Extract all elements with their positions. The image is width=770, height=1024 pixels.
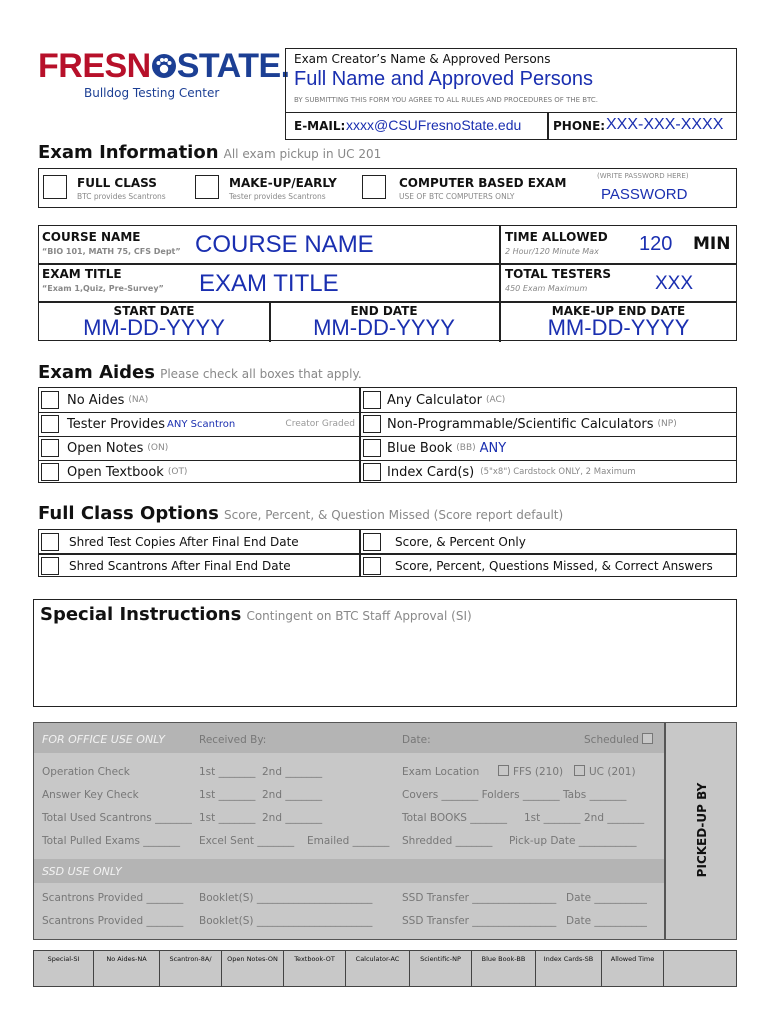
option-score-all[interactable] xyxy=(363,554,713,578)
special-instructions-box[interactable] xyxy=(33,599,737,707)
full-class-label: FULL CLASS xyxy=(77,176,157,190)
uc-checkbox[interactable] xyxy=(574,765,585,776)
exam-aides-subtitle: Please check all boxes that apply. xyxy=(160,367,362,381)
total-testers-field[interactable]: XXX xyxy=(655,273,694,294)
exam-info-title: Exam Information xyxy=(38,142,219,163)
no-aides-code: (NA) xyxy=(128,395,149,405)
total-testers-hint: 450 Exam Maximum xyxy=(505,284,588,293)
answer-key-second: 2nd _______ xyxy=(262,789,323,801)
ssd-scantrons-2: Scantrons Provided _______ xyxy=(42,915,184,927)
exam-type-box xyxy=(38,168,737,208)
tester-provides-label: Tester Provides xyxy=(67,416,166,432)
exam-title-hint: “Exam 1,Quiz, Pre-Survey” xyxy=(42,284,164,293)
no-aides-label: No Aides xyxy=(67,392,125,408)
legend-allowed-time: Allowed Time xyxy=(602,951,664,987)
exam-aides-heading xyxy=(38,362,362,383)
answer-key-check: Answer Key Check xyxy=(42,789,139,801)
exam-aides-title: Exam Aides xyxy=(38,362,155,383)
end-date-field[interactable]: MM-DD-YYYY xyxy=(313,315,455,340)
open-notes-label: Open Notes xyxy=(67,440,144,456)
makeup-end-date-field[interactable]: MM-DD-YYYY xyxy=(547,315,690,340)
creator-graded-label: Creator Graded xyxy=(285,419,355,429)
full-class-options-title: Full Class Options xyxy=(38,503,219,524)
logo xyxy=(38,47,290,108)
cbe-sub: USE OF BTC COMPUTERS ONLY xyxy=(399,192,515,201)
score-all-label: Score, Percent, Questions Missed, & Correct Answers xyxy=(395,559,713,573)
option-shred-scantrons[interactable] xyxy=(41,554,291,578)
logo-fresno: FRESN xyxy=(38,47,151,85)
full-class-options-box xyxy=(38,529,737,577)
time-allowed-hint: 2 Hour/120 Minute Max xyxy=(505,247,599,256)
any-calculator-code: (AC) xyxy=(485,395,506,405)
tester-any-scantron: ANY Scantron xyxy=(167,418,236,430)
operation-first: 1st _______ xyxy=(199,766,256,778)
ssd-scantrons-1: Scantrons Provided _______ xyxy=(42,892,184,904)
excel-sent: Excel Sent _______ xyxy=(199,835,295,847)
ffs-label: FFS (210) xyxy=(513,766,564,778)
exam-title-field[interactable]: EXAM TITLE xyxy=(199,270,339,297)
total-used-scantrons: Total Used Scantrons _______ xyxy=(42,812,192,824)
cbe-option[interactable] xyxy=(362,175,592,205)
open-textbook-checkbox[interactable] xyxy=(41,463,59,481)
makeup-label: MAKE-UP/EARLY xyxy=(229,176,337,190)
total-books: Total BOOKS _______ xyxy=(402,812,508,824)
course-divider-h2 xyxy=(39,301,736,303)
ssd-date-1: Date __________ xyxy=(566,892,647,904)
open-textbook-code: (OT) xyxy=(167,467,188,477)
exam-info-heading xyxy=(38,142,381,163)
start-date-label: START DATE xyxy=(113,304,195,318)
course-name-hint: “BIO 101, MATH 75, CFS Dept” xyxy=(42,247,181,256)
total-testers-label: TOTAL TESTERS xyxy=(505,267,612,281)
makeup-checkbox[interactable] xyxy=(195,175,219,199)
aide-open-notes[interactable] xyxy=(41,436,168,460)
special-instructions-heading xyxy=(40,604,472,625)
office-date: Date: xyxy=(402,734,431,746)
total-pulled-exams: Total Pulled Exams _______ xyxy=(42,835,181,847)
aides-box xyxy=(38,387,737,483)
ssd-date-2: Date __________ xyxy=(566,915,647,927)
shred-tests-checkbox[interactable] xyxy=(41,533,59,551)
blue-book-code: (BB) xyxy=(456,443,476,453)
email-field[interactable]: xxxx@CSUFresnoState.edu xyxy=(346,117,522,133)
password-hint: (WRITE PASSWORD HERE) xyxy=(597,172,689,180)
uc-label: UC (201) xyxy=(589,766,636,778)
picked-up-by: PICKED-UP BY xyxy=(695,782,709,878)
aide-open-textbook[interactable] xyxy=(41,460,187,484)
logo-state: STATE. xyxy=(176,47,290,85)
ssd-transfer-2: SSD Transfer ________________ xyxy=(402,915,557,927)
tester-provides-checkbox[interactable] xyxy=(41,415,59,433)
index-cards-checkbox[interactable] xyxy=(363,463,381,481)
email-label: E-MAIL: xyxy=(294,119,346,133)
operation-second: 2nd _______ xyxy=(262,766,323,778)
shred-scantrons-checkbox[interactable] xyxy=(41,557,59,575)
legend-textbook: Textbook-OT xyxy=(284,951,346,987)
nonprog-calculator-checkbox[interactable] xyxy=(363,415,381,433)
no-aides-checkbox[interactable] xyxy=(41,391,59,409)
cbe-checkbox[interactable] xyxy=(362,175,386,199)
ssd-booklets-1: Booklet(S) ______________________ xyxy=(199,892,373,904)
makeup-sub: Tester provides Scantrons xyxy=(229,192,326,201)
ssd-header-bar xyxy=(34,859,664,883)
cbe-label: COMPUTER BASED EXAM xyxy=(399,176,567,190)
exam-title-label: EXAM TITLE xyxy=(42,267,122,281)
makeup-end-date-label: MAKE-UP END DATE xyxy=(551,304,686,318)
answer-key-first: 1st _______ xyxy=(199,789,256,801)
paw-icon xyxy=(151,51,177,79)
time-unit: MIN xyxy=(693,234,731,254)
index-cards-label: Index Card(s) xyxy=(387,464,475,480)
start-date-field[interactable]: MM-DD-YYYY xyxy=(83,315,225,340)
course-block xyxy=(38,225,737,341)
legend-blue-book: Blue Book-BB xyxy=(472,951,536,987)
course-name-field[interactable]: COURSE NAME xyxy=(195,231,374,258)
legend-index-cards: Index Cards-SB xyxy=(536,951,602,987)
creator-label: Exam Creator’s Name & Approved Persons xyxy=(294,52,551,66)
any-calculator-checkbox[interactable] xyxy=(363,391,381,409)
operation-check: Operation Check xyxy=(42,766,130,778)
books-first: 1st _______ xyxy=(524,812,581,824)
office-header: FOR OFFICE USE ONLY xyxy=(42,733,165,746)
time-allowed-label: TIME ALLOWED xyxy=(505,230,608,244)
special-instructions-title: Special Instructions xyxy=(40,604,242,625)
full-class-option[interactable] xyxy=(43,175,193,205)
received-by: Received By: xyxy=(199,734,267,746)
full-class-sub: BTC provides Scantrons xyxy=(77,192,166,201)
aide-index-cards[interactable] xyxy=(363,460,636,484)
index-cards-note: (5"x8") Cardstock ONLY, 2 Maximum xyxy=(480,467,636,477)
nonprog-calculator-label: Non-Programmable/Scientific Calculators xyxy=(387,416,654,432)
books-second: 2nd _______ xyxy=(584,812,645,824)
aide-tester-provides[interactable] xyxy=(41,412,359,436)
blue-book-label: Blue Book xyxy=(387,440,453,456)
nonprog-calculator-code: (NP) xyxy=(657,419,677,429)
exam-info-subtitle: All exam pickup in UC 201 xyxy=(223,147,382,161)
exam-location: Exam Location xyxy=(402,766,480,778)
contact-divider xyxy=(547,113,549,140)
shredded: Shredded _______ xyxy=(402,835,493,847)
aide-blue-book[interactable] xyxy=(363,436,506,460)
score-percent-label: Score, & Percent Only xyxy=(395,535,526,549)
used-first: 1st _______ xyxy=(199,812,256,824)
legend-special: Special-SI xyxy=(34,951,94,987)
legend-open-notes: Open Notes-ON xyxy=(222,951,284,987)
blue-book-checkbox[interactable] xyxy=(363,439,381,457)
special-instructions-subtitle: Contingent on BTC Staff Approval (SI) xyxy=(246,609,472,623)
open-notes-code: (ON) xyxy=(147,443,169,453)
ssd-booklets-2: Booklet(S) ______________________ xyxy=(199,915,373,927)
scheduled-checkbox[interactable] xyxy=(642,733,653,744)
aide-nonprog-calculator[interactable] xyxy=(363,412,677,436)
score-all-checkbox[interactable] xyxy=(363,557,381,575)
pickup-date: Pick-up Date ___________ xyxy=(509,835,637,847)
aide-no-aides[interactable] xyxy=(41,388,148,412)
option-shred-tests[interactable] xyxy=(41,530,299,554)
logo-subtitle: Bulldog Testing Center xyxy=(84,86,220,100)
office-use-panel xyxy=(33,722,737,940)
full-class-options-heading xyxy=(38,503,563,524)
phone-label: PHONE: xyxy=(553,119,606,133)
aide-any-calculator[interactable] xyxy=(363,388,505,412)
full-class-options-subtitle: Score, Percent, & Question Missed (Score report default) xyxy=(224,508,564,522)
ssd-transfer-1: SSD Transfer ________________ xyxy=(402,892,557,904)
legend-bar xyxy=(33,950,737,987)
scheduled-label: Scheduled xyxy=(584,734,639,746)
ffs-checkbox[interactable] xyxy=(498,765,509,776)
blue-book-any: ANY xyxy=(479,440,507,456)
creator-name-field[interactable]: Full Name and Approved Persons xyxy=(294,68,594,90)
ssd-header: SSD USE ONLY xyxy=(42,865,122,878)
legend-no-aides: No Aides-NA xyxy=(94,951,160,987)
end-date-label: END DATE xyxy=(350,304,418,318)
picked-up-divider xyxy=(664,723,666,939)
legend-calculator: Calculator-AC xyxy=(346,951,410,987)
course-name-label: COURSE NAME xyxy=(42,230,141,244)
open-textbook-label: Open Textbook xyxy=(67,464,164,480)
score-percent-checkbox[interactable] xyxy=(363,533,381,551)
any-calculator-label: Any Calculator xyxy=(387,392,482,408)
legend-scientific: Scientific-NP xyxy=(410,951,472,987)
open-notes-checkbox[interactable] xyxy=(41,439,59,457)
time-allowed-field[interactable]: 120 xyxy=(639,233,673,255)
course-divider-h1 xyxy=(39,263,736,265)
shred-scantrons-label: Shred Scantrons After Final End Date xyxy=(69,559,291,573)
option-score-percent[interactable] xyxy=(363,530,526,554)
agreement-notice: BY SUBMITTING THIS FORM YOU AGREE TO ALL RULES AND PROCEDURES OF THE BTC. xyxy=(294,96,599,104)
creator-box xyxy=(285,48,737,140)
full-class-checkbox[interactable] xyxy=(43,175,67,199)
shred-tests-label: Shred Test Copies After Final End Date xyxy=(69,535,299,549)
contact-row xyxy=(286,112,736,139)
password-field[interactable]: PASSWORD xyxy=(601,186,688,203)
emailed: Emailed _______ xyxy=(307,835,390,847)
phone-field[interactable]: XXX-XXX-XXXX xyxy=(606,116,724,133)
covers-folders-tabs: Covers _______ Folders _______ Tabs _______ xyxy=(402,789,627,801)
legend-scantron: Scantron-8A/ xyxy=(160,951,222,987)
makeup-option[interactable] xyxy=(195,175,355,205)
used-second: 2nd _______ xyxy=(262,812,323,824)
